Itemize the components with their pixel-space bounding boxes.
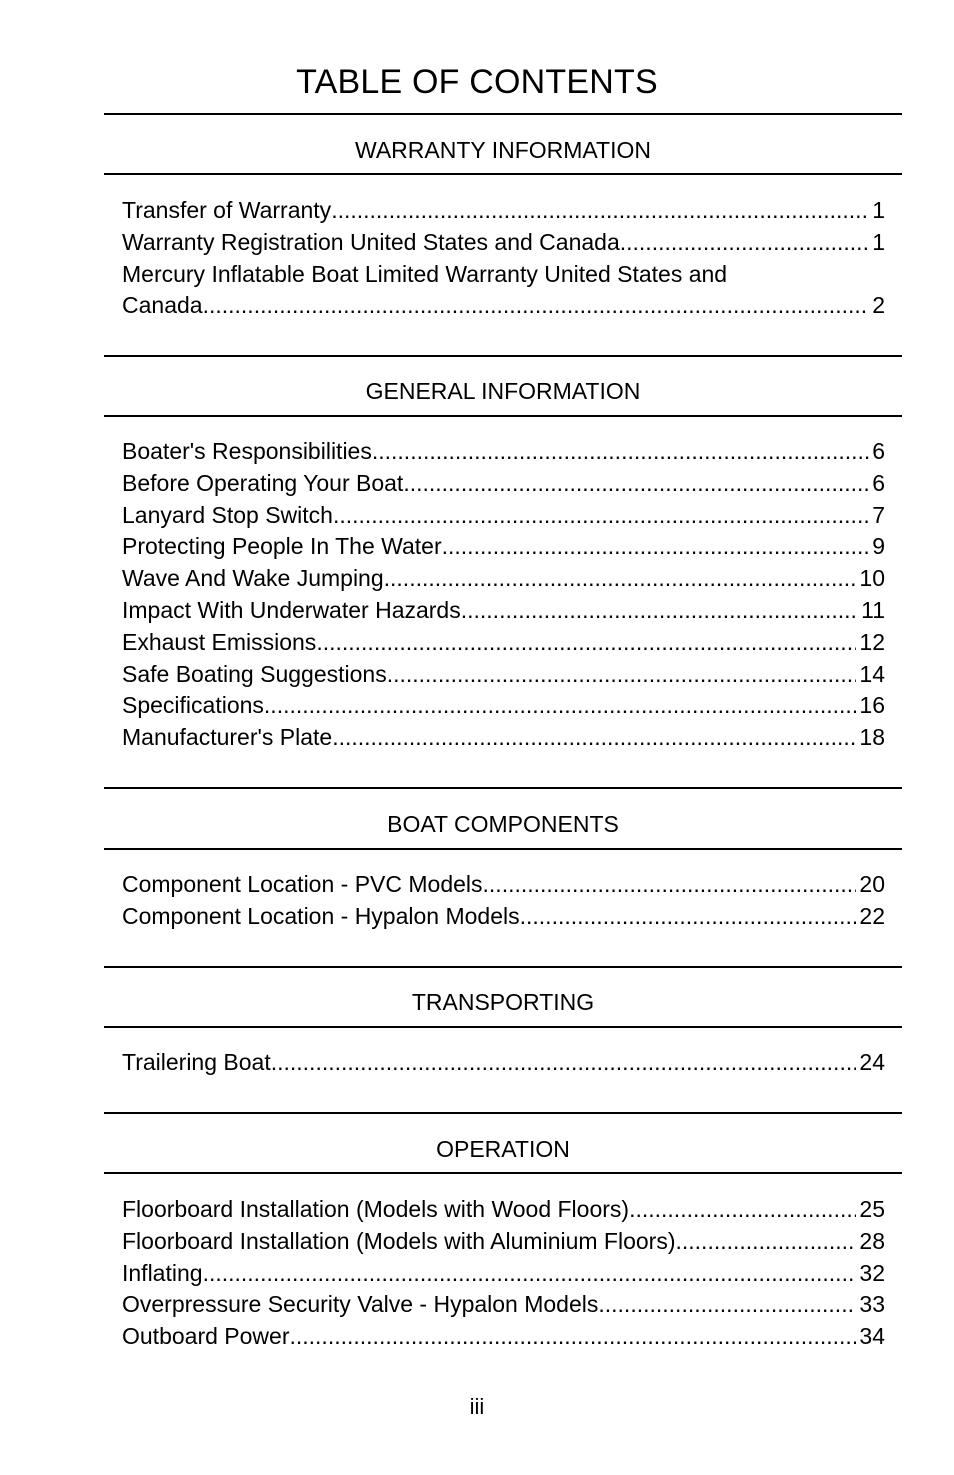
toc-entry-title: Floorboard Installation (Models with Aluminium Floors) — [122, 1227, 676, 1254]
toc-list-boat-components — [122, 869, 885, 933]
toc-entry[interactable] — [122, 531, 885, 563]
toc-entry[interactable] — [122, 595, 885, 627]
section-rule-bottom — [104, 1172, 902, 1174]
toc-entry-title: Lanyard Stop Switch — [122, 501, 333, 528]
section-rule-top — [104, 1112, 902, 1114]
page-title: TABLE OF CONTENTS — [296, 63, 658, 101]
dot-leader — [332, 722, 856, 754]
dot-leader — [316, 627, 856, 659]
section-rule-bottom — [104, 848, 902, 850]
toc-entry[interactable] — [122, 1194, 885, 1226]
dot-leader — [442, 531, 870, 563]
toc-entry-page: 9 — [872, 533, 885, 560]
toc-entry[interactable] — [122, 1289, 885, 1321]
section-heading-general: GENERAL INFORMATION — [365, 378, 641, 404]
toc-entry-page: 22 — [859, 902, 885, 929]
dot-leader — [384, 563, 857, 595]
toc-entry-line-1[interactable] — [122, 259, 885, 291]
toc-entry-title: Exhaust Emissions — [122, 628, 317, 655]
toc-entry-page: 16 — [859, 692, 885, 719]
toc-entry-title: Protecting People In The Water — [122, 533, 442, 560]
section-rule-top — [104, 113, 902, 115]
toc-entry-page: 6 — [872, 438, 885, 464]
section-rule-bottom — [104, 415, 902, 417]
toc-entry-page: 32 — [859, 1259, 885, 1286]
toc-entry[interactable] — [122, 1226, 885, 1258]
section-rule-bottom — [104, 1026, 902, 1028]
toc-entry[interactable] — [122, 1047, 885, 1079]
toc-entry[interactable] — [122, 690, 885, 722]
dot-leader — [333, 500, 869, 532]
toc-entry-page: 24 — [859, 1049, 885, 1075]
dot-leader — [264, 690, 856, 722]
toc-entry[interactable] — [122, 901, 885, 933]
section-rule-top — [104, 355, 902, 357]
toc-entry-page: 33 — [859, 1291, 885, 1318]
toc-entry-title: Overpressure Security Valve - Hypalon Models — [122, 1291, 599, 1318]
toc-list-general — [122, 436, 885, 754]
dot-leader — [372, 436, 869, 468]
toc-entry-page: 1 — [872, 228, 885, 255]
toc-entry-title: Mercury Inflatable Boat Limited Warranty United States and — [122, 260, 728, 287]
dot-leader — [271, 1047, 857, 1079]
toc-entry-title: Boater's Responsibilities — [122, 438, 372, 464]
toc-entry-page: 18 — [859, 724, 885, 751]
toc-entry[interactable] — [122, 436, 885, 468]
toc-entry[interactable] — [122, 659, 885, 691]
section-rule-top — [104, 787, 902, 789]
toc-entry-page: 20 — [859, 871, 885, 897]
section-heading-transporting: TRANSPORTING — [411, 989, 595, 1015]
toc-entry-page: 1 — [872, 197, 885, 223]
dot-leader — [331, 195, 869, 227]
toc-list-operation — [122, 1194, 885, 1353]
toc-entry-title: Floorboard Installation (Models with Wood Floors) — [122, 1196, 630, 1222]
toc-entry[interactable] — [122, 627, 885, 659]
toc-entry[interactable] — [122, 869, 885, 901]
dot-leader — [483, 869, 857, 901]
toc-entry-page: 14 — [859, 660, 885, 687]
toc-entry[interactable] — [122, 500, 885, 532]
page-number-footer: iii — [469, 1394, 485, 1419]
toc-entry-title: Component Location - PVC Models — [122, 871, 483, 897]
toc-list-warranty — [122, 195, 885, 322]
dot-leader — [620, 227, 869, 259]
section-heading-warranty: WARRANTY INFORMATION — [354, 137, 651, 163]
dot-leader — [629, 1194, 856, 1226]
toc-list-transporting — [122, 1047, 885, 1079]
dot-leader — [461, 595, 858, 627]
dot-leader — [387, 659, 857, 691]
dot-leader — [403, 468, 869, 500]
toc-entry-page: 2 — [872, 292, 885, 319]
section-heading-boat-components: BOAT COMPONENTS — [387, 811, 619, 837]
toc-entry-title: Canada — [122, 292, 203, 319]
toc-entry-title: Inflating — [122, 1259, 203, 1286]
toc-entry-page: 34 — [859, 1323, 885, 1350]
toc-entry-title: Trailering Boat — [122, 1049, 271, 1075]
toc-entry-title: Component Location - Hypalon Models — [122, 902, 520, 929]
toc-entry-page: 25 — [859, 1196, 885, 1222]
toc-entry[interactable] — [122, 1258, 885, 1290]
section-heading-operation: OPERATION — [436, 1136, 570, 1162]
toc-entry-title: Impact With Underwater Hazards — [122, 596, 461, 623]
toc-entry-title: Before Operating Your Boat — [122, 469, 404, 496]
toc-entry-line-2[interactable] — [122, 290, 885, 322]
toc-entry[interactable] — [122, 722, 885, 754]
toc-entry[interactable] — [122, 195, 885, 227]
toc-entry-page: 10 — [859, 565, 885, 592]
toc-entry-title: Specifications — [122, 692, 264, 719]
toc-entry-page: 7 — [872, 501, 885, 528]
dot-leader — [203, 290, 870, 322]
dot-leader — [598, 1289, 856, 1321]
dot-leader — [289, 1321, 856, 1353]
toc-entry[interactable] — [122, 227, 885, 259]
dot-leader — [676, 1226, 857, 1258]
toc-entry[interactable] — [122, 1321, 885, 1353]
toc-entry-page: 28 — [859, 1227, 885, 1254]
toc-entry-title: Safe Boating Suggestions — [122, 660, 387, 687]
dot-leader — [203, 1258, 857, 1290]
dot-leader — [520, 901, 857, 933]
toc-entry-title: Outboard Power — [122, 1323, 290, 1350]
toc-entry[interactable] — [122, 563, 885, 595]
toc-entry-title: Warranty Registration United States and Canada — [122, 228, 620, 255]
section-rule-bottom — [104, 173, 902, 175]
section-rule-top — [104, 966, 902, 968]
toc-entry-page: 11 — [861, 596, 885, 623]
toc-entry-page: 6 — [872, 469, 885, 496]
toc-entry-title: Manufacturer's Plate — [122, 724, 333, 751]
toc-entry-title: Transfer of Warranty — [122, 197, 332, 223]
toc-entry-title: Wave And Wake Jumping — [122, 565, 384, 592]
toc-entry-page: 12 — [859, 628, 885, 655]
toc-entry[interactable] — [122, 468, 885, 500]
